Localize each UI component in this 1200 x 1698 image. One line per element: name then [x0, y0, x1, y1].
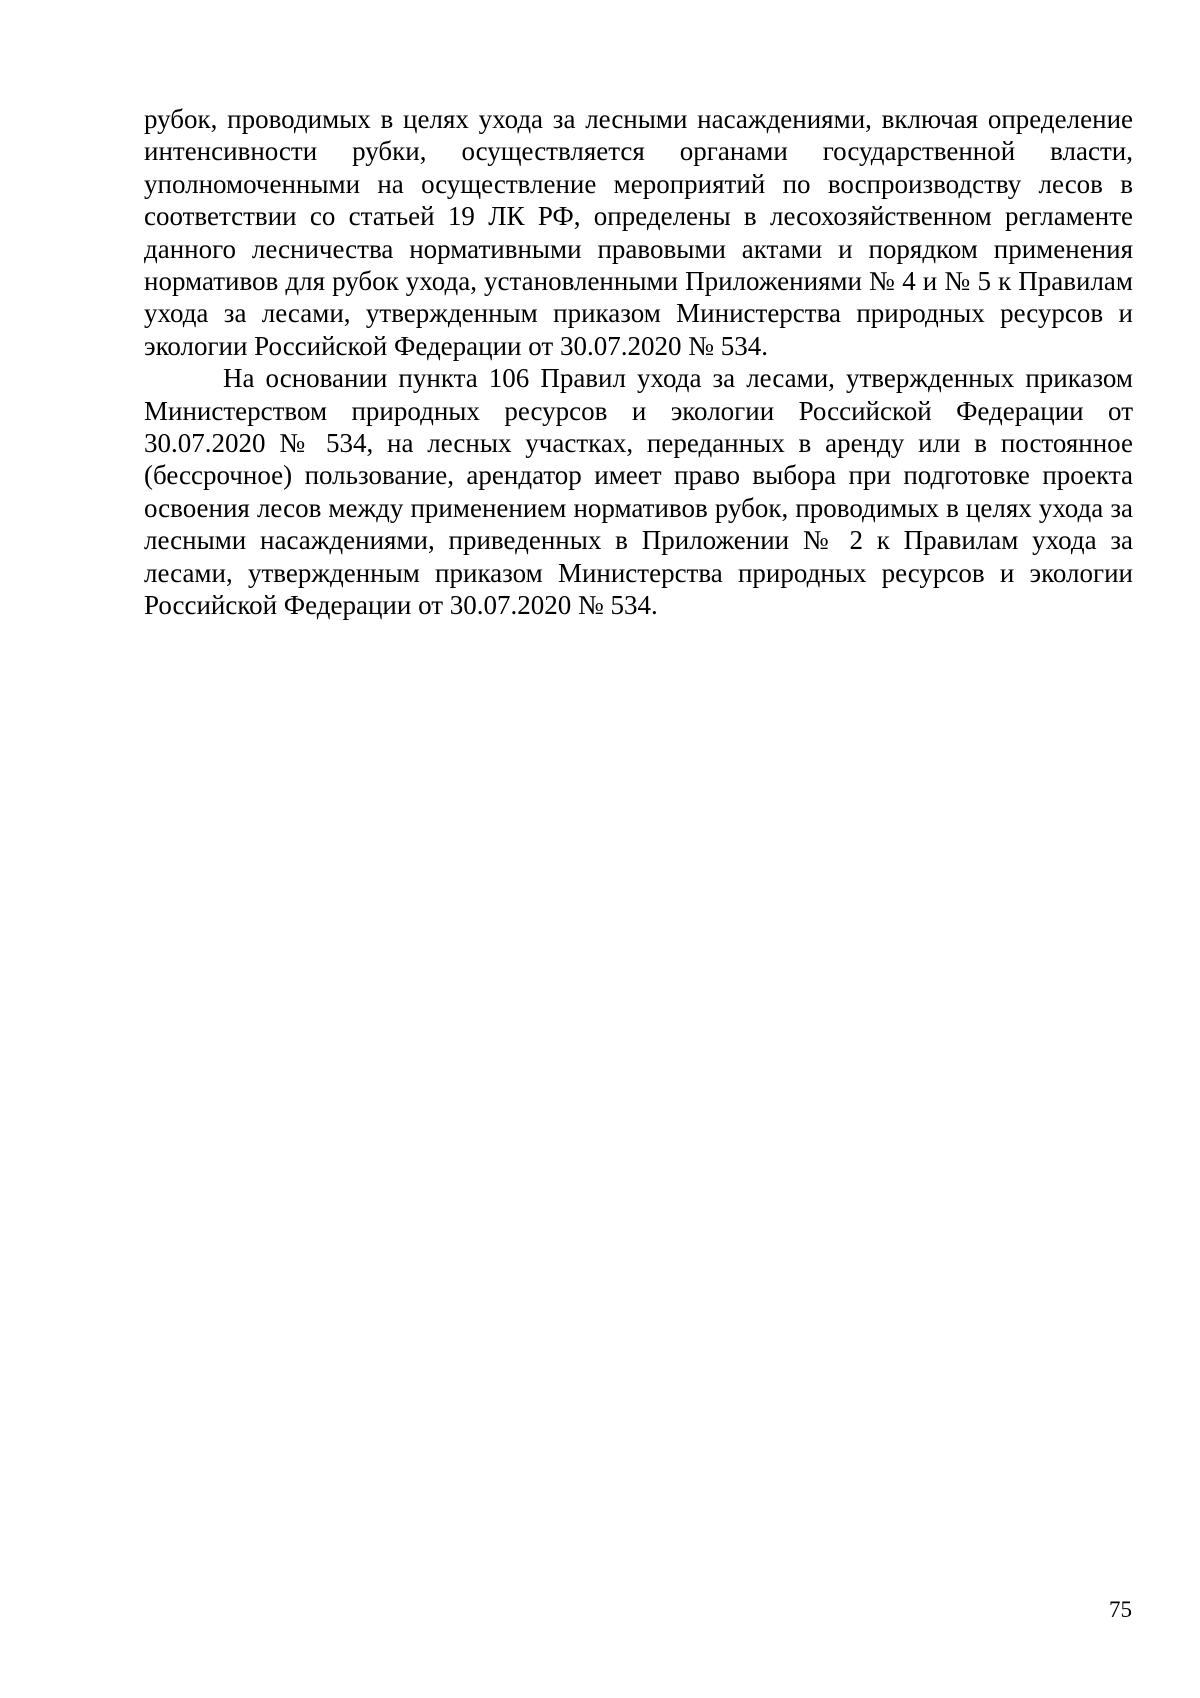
paragraph-continuation: рубок, проводимых в целях ухода за лесными насаждениями, включая определение интенсивности рубки, осуществляется органами государственной власти, уполномоченными на осуществление мероприятий по воспроизводству лесов в соответствии со статьей 19 ЛК РФ, определены в лесохозяйственном регламенте данного лесничества нормативными правовыми актами и порядком применения нормативов для рубок ухода, установленными Приложениями № 4 и № 5 к Правилам ухода за лесами, утвержденным приказом Министерства природных ресурсов и экологии Российской Федерации от 30.07.2020 № 534. [144, 104, 1133, 361]
paragraph-rule-106: На основании пункта 106 Правил ухода за лесами, утвержденных приказом Министерством природных ресурсов и экологии Российской Федерации от 30.07.2020 № 534, на лесных участках, переданных в аренду или в постоянное (бессрочное) пользование, арендатор имеет право выбора при подготовке проекта освоения лесов между применением нормативов рубок, проводимых в целях ухода за лесными насаждениями, приведенных в Приложении № 2 к Правилам ухода за лесами, утвержденным приказом Министерства природных ресурсов и экологии Российской Федерации от 30.07.2020 № 534. [144, 363, 1133, 621]
body-text [144, 103, 1133, 622]
page-number: 75 [1109, 1597, 1132, 1622]
